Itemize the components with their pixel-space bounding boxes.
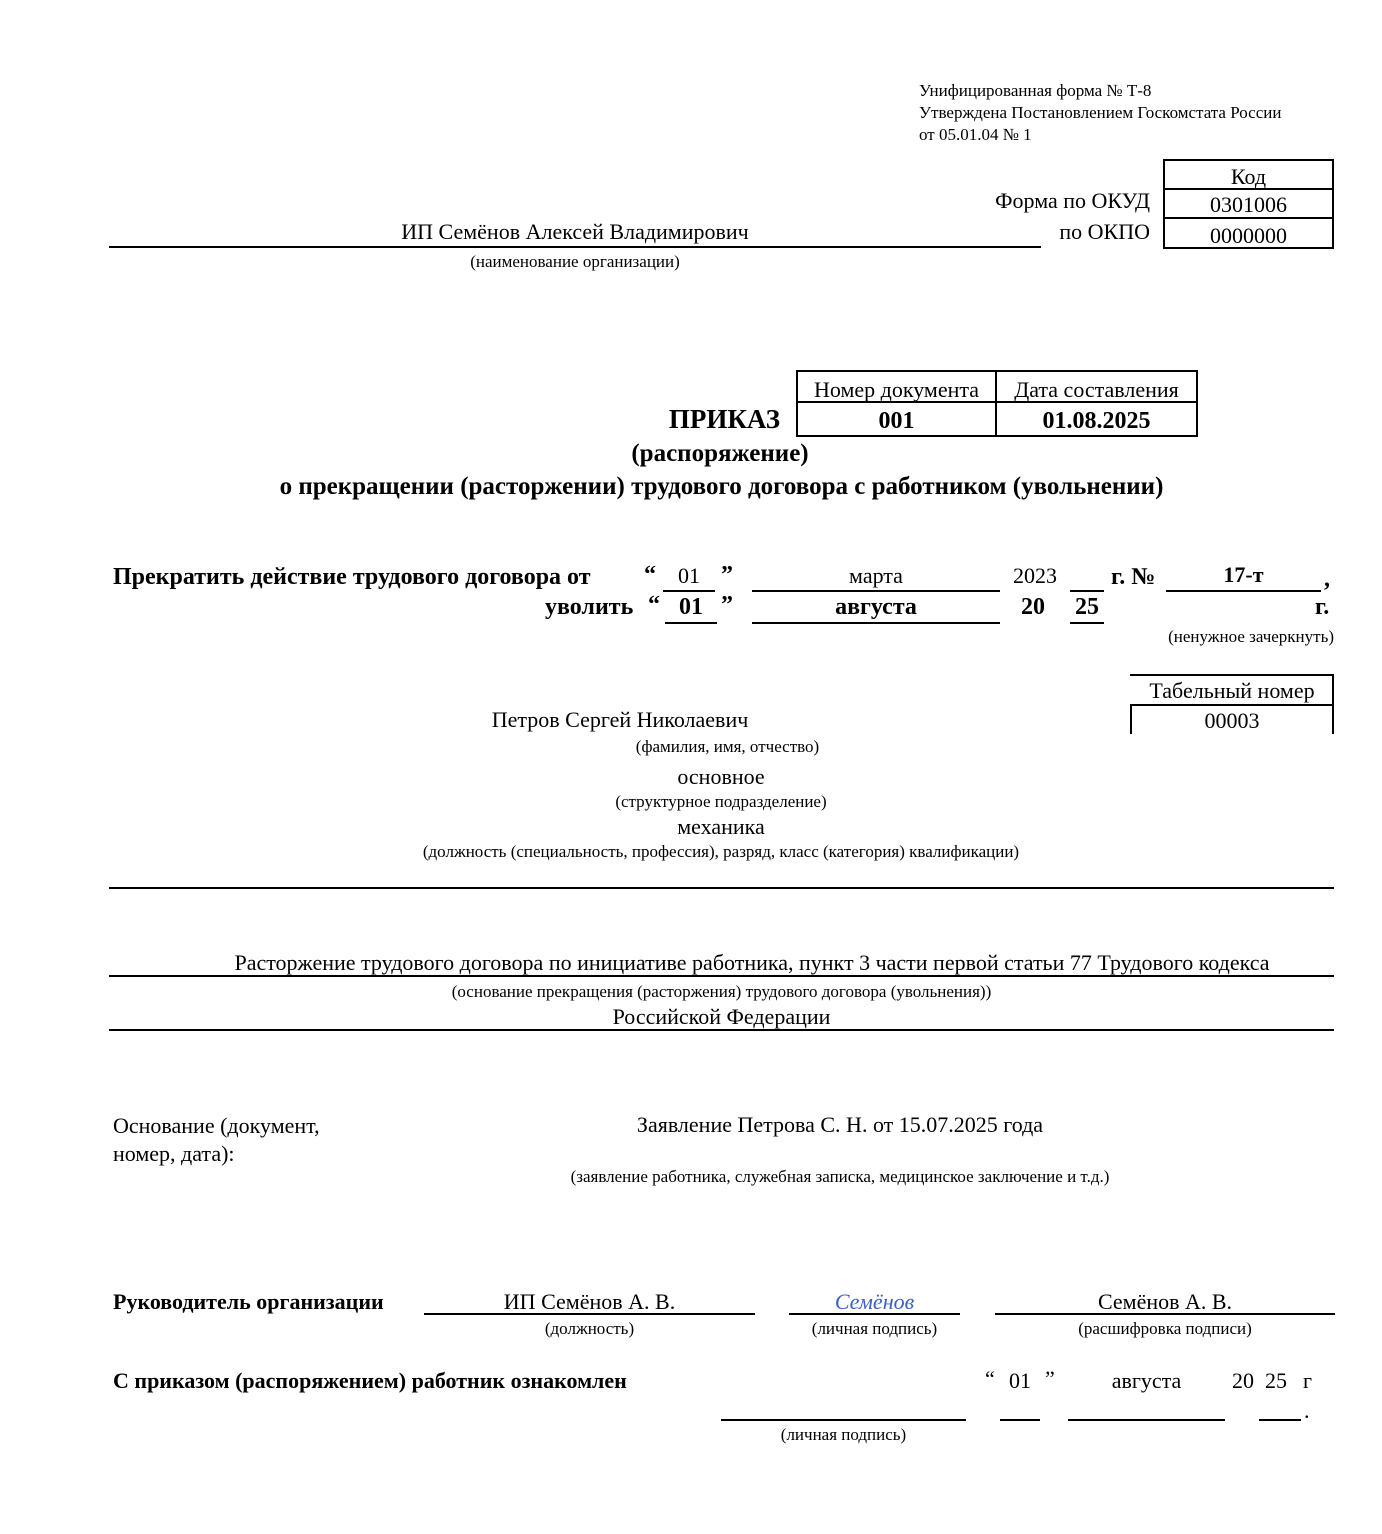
employee-name: Петров Сергей Николаевич xyxy=(491,707,749,732)
ack-signature-underline xyxy=(721,1419,966,1421)
head-label: Руководитель организации xyxy=(113,1289,384,1314)
department-caption: (структурное подразделение) xyxy=(615,792,827,811)
ack-open-quote: “ xyxy=(985,1366,995,1391)
okud-value: 0301006 xyxy=(1210,192,1287,217)
dismiss-century: 20 xyxy=(1021,594,1045,620)
dismiss-year-underline xyxy=(1070,622,1104,624)
contract-day: 01 xyxy=(678,563,700,588)
contract-open-quote: “ xyxy=(644,562,656,588)
organization-underline xyxy=(109,246,1041,248)
ack-day-underline xyxy=(1000,1419,1040,1421)
basis-value: Заявление Петрова С. Н. от 15.07.2025 года xyxy=(636,1112,1044,1137)
strike-note: (ненужное зачеркнуть) xyxy=(1168,627,1334,646)
okud-cell xyxy=(1163,188,1334,219)
employee-department: основное xyxy=(677,764,765,789)
dismiss-label: уволить xyxy=(545,594,634,620)
okud-label: Форма по ОКУД xyxy=(995,188,1150,213)
ack-close-quote: ” xyxy=(1045,1366,1055,1391)
okpo-value: 0000000 xyxy=(1210,223,1287,248)
contract-number-underline xyxy=(1166,590,1321,592)
doc-date-header-cell xyxy=(995,370,1198,403)
ack-month: августа xyxy=(1111,1368,1182,1393)
dismiss-suffix: г. xyxy=(1315,594,1330,620)
organization-name: ИП Семёнов Алексей Владимирович xyxy=(401,219,749,244)
ack-year-suffix: г xyxy=(1303,1368,1313,1393)
head-decoding-underline xyxy=(995,1313,1335,1315)
ack-label: С приказом (распоряжением) работник ознакомлен xyxy=(113,1368,627,1393)
ack-year-underline xyxy=(1259,1419,1301,1421)
head-position-caption: (должность) xyxy=(544,1319,635,1338)
basis-label-line2: номер, дата): xyxy=(113,1141,235,1166)
doc-date-header: Дата составления xyxy=(1014,377,1179,402)
contract-month-underline xyxy=(752,590,1000,592)
employee-position: механика xyxy=(677,814,765,839)
codes-header: Код xyxy=(1230,164,1267,189)
grounds-line2-underline xyxy=(109,1029,1334,1031)
form-note xyxy=(919,80,1281,146)
contract-comma: , xyxy=(1324,566,1330,592)
contract-day-underline xyxy=(663,590,715,592)
dismiss-month-underline xyxy=(752,622,1000,624)
organization-caption: (наименование организации) xyxy=(470,252,680,271)
doc-number: 001 xyxy=(878,408,915,434)
doc-number-cell xyxy=(796,401,997,437)
head-decoding: Семёнов А. В. xyxy=(1097,1289,1233,1314)
contract-year: 2023 xyxy=(1013,563,1057,588)
head-position: ИП Семёнов А. В. xyxy=(503,1289,676,1314)
form-note-line3: от 05.01.04 № 1 xyxy=(919,125,1032,144)
dismiss-close-quote: ” xyxy=(721,592,733,618)
ack-signature-caption: (личная подпись) xyxy=(780,1425,907,1444)
ack-year: 25 xyxy=(1265,1368,1287,1393)
okpo-cell xyxy=(1163,217,1334,249)
order-subject: о прекращении (расторжении) трудового договора с работником (увольнении) xyxy=(279,473,1164,500)
dismiss-day: 01 xyxy=(679,594,703,620)
employee-name-caption: (фамилия, имя, отчество) xyxy=(635,737,820,756)
doc-number-header-cell xyxy=(796,370,997,403)
contract-year-suffix: г. № xyxy=(1111,564,1156,590)
dismiss-day-underline xyxy=(665,622,717,624)
grounds-caption: (основание прекращения (расторжения) трудового договора (увольнения)) xyxy=(451,982,992,1001)
ack-century: 20 xyxy=(1232,1368,1254,1393)
doc-date: 01.08.2025 xyxy=(1042,408,1151,434)
contract-month: марта xyxy=(849,563,903,588)
position-continuation-line xyxy=(109,887,1334,889)
doc-date-cell xyxy=(995,401,1198,437)
okpo-label: по ОКПО xyxy=(1059,219,1150,244)
order-subtitle: (распоряжение) xyxy=(631,440,809,467)
head-decoding-caption: (расшифровка подписи) xyxy=(1078,1319,1252,1338)
head-position-underline xyxy=(424,1313,755,1315)
dismiss-year: 25 xyxy=(1075,594,1099,620)
contract-label: Прекратить действие трудового договора от xyxy=(113,564,591,590)
position-caption: (должность (специальность, профессия), разряд, класс (категория) квалификации) xyxy=(422,842,1020,861)
tab-number-header: Табельный номер xyxy=(1149,678,1315,703)
grounds-line2: Российской Федерации xyxy=(612,1004,831,1029)
basis-caption: (заявление работника, служебная записка, медицинское заключение и т.д.) xyxy=(570,1167,1110,1186)
basis-label xyxy=(113,1112,320,1168)
tab-number-value: 00003 xyxy=(1204,708,1260,733)
head-signature-underline xyxy=(789,1313,960,1315)
ack-period: . xyxy=(1304,1398,1310,1423)
contract-number: 17-т xyxy=(1223,562,1264,587)
grounds-line1: Расторжение трудового договора по инициативе работника, пункт 3 части первой статьи 77 Трудового кодекса xyxy=(234,950,1270,975)
codes-header-cell xyxy=(1163,159,1334,190)
grounds-line1-underline xyxy=(109,975,1334,977)
ack-month-underline xyxy=(1068,1419,1225,1421)
order-title: ПРИКАЗ xyxy=(668,404,780,434)
form-note-line2: Утверждена Постановлением Госкомстата России xyxy=(919,103,1282,122)
contract-year-underline xyxy=(1070,590,1104,592)
contract-close-quote: ” xyxy=(721,562,733,588)
dismiss-month: августа xyxy=(835,594,917,620)
head-signature: Семёнов xyxy=(834,1289,915,1314)
ack-day: 01 xyxy=(1009,1368,1031,1393)
head-signature-caption: (личная подпись) xyxy=(811,1319,938,1338)
doc-number-header: Номер документа xyxy=(813,377,980,402)
form-note-line1: Унифицированная форма № Т-8 xyxy=(919,81,1152,100)
dismiss-open-quote: “ xyxy=(648,592,660,618)
basis-label-line1: Основание (документ, xyxy=(113,1113,320,1138)
